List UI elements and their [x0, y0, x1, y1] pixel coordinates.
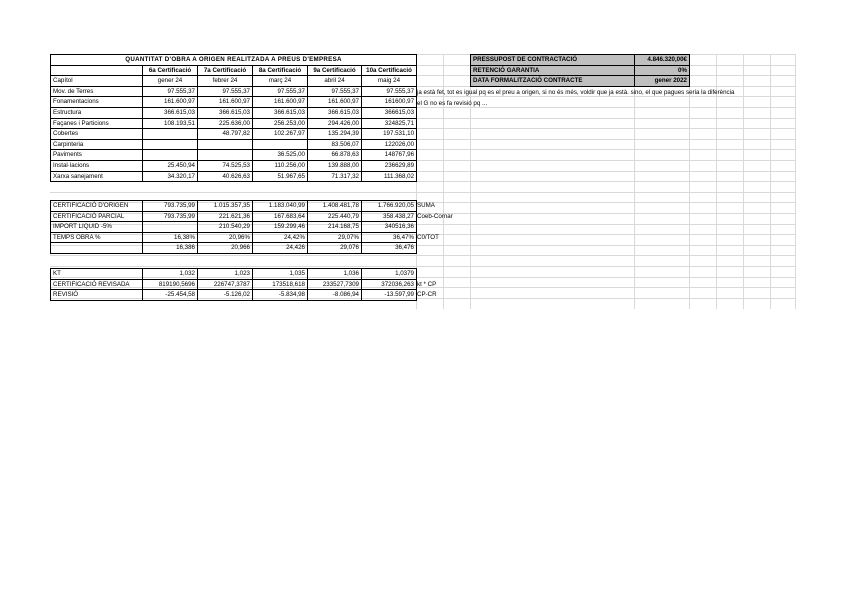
row-label: Façanes i Particions — [51, 118, 143, 129]
contract-info-row — [471, 65, 690, 76]
cell-value: 24,42% — [253, 232, 308, 243]
chapter-row — [51, 139, 417, 150]
cert-header: 10a Certificació — [362, 65, 417, 76]
cell-value: -5.834,98 — [253, 290, 308, 301]
summary-row — [51, 211, 417, 222]
cell-value: 66.878,63 — [308, 150, 362, 161]
row-label: Estructura — [51, 107, 143, 118]
cell-value: 71.317,32 — [308, 171, 362, 182]
contract-info-table — [470, 54, 690, 87]
cell-value: 97.555,37 — [362, 86, 417, 97]
contract-info-value: 4.846.320,00€ — [635, 55, 690, 66]
cell-value: 1.408.481,78 — [308, 201, 362, 212]
cell-value: 161600,97 — [362, 97, 417, 108]
cell-value: 110.256,00 — [253, 160, 308, 171]
month-header: gener 24 — [143, 76, 198, 87]
cell-value: 161.600,97 — [308, 97, 362, 108]
cert-header: 8a Certificació — [253, 65, 308, 76]
cell-value: 102.267,97 — [253, 129, 308, 140]
cell-value: 1.183.040,99 — [253, 201, 308, 212]
summary-table — [50, 200, 417, 254]
cell-value: 1,0379 — [362, 269, 417, 280]
cell-value: 819190,5696 — [143, 279, 198, 290]
cell-value: 1,023 — [198, 269, 253, 280]
row-label: Cobertes — [51, 129, 143, 140]
chapter-row — [51, 107, 417, 118]
month-header-row — [51, 76, 417, 87]
row-note: C0/TOT — [417, 233, 439, 241]
cell-value: 29,076 — [308, 243, 362, 254]
gridline — [50, 255, 795, 256]
summary-row — [51, 243, 417, 254]
chapter-label: Capítol — [51, 76, 143, 87]
cell-value: 48.797,82 — [198, 129, 253, 140]
cell-value: 210.540,29 — [198, 222, 253, 233]
cell-value: -25.454,58 — [143, 290, 198, 301]
cell-value: 793.735,99 — [143, 211, 198, 222]
cell-value: 1,035 — [253, 269, 308, 280]
cell-value: 36.525,00 — [253, 150, 308, 161]
cell-value: 20,966 — [198, 243, 253, 254]
cell-value: 1.766.920,05 — [362, 201, 417, 212]
revision-row — [51, 269, 417, 280]
cell-value: 366.615,03 — [308, 107, 362, 118]
cell-value — [198, 139, 253, 150]
row-label: CERTIFICACIÓ D'ORIGEN — [51, 201, 143, 212]
cell-value: 97.555,37 — [253, 86, 308, 97]
cell-value: 97.555,37 — [198, 86, 253, 97]
cell-value: 111.368,02 — [362, 171, 417, 182]
summary-row — [51, 232, 417, 243]
cell-value: 51.967,65 — [253, 171, 308, 182]
cell-value: -8.086,94 — [308, 290, 362, 301]
gridline — [770, 54, 771, 309]
row-note: Coeb-Cornar — [417, 212, 453, 220]
row-label: CERTIFICACIÓ REVISADA — [51, 279, 143, 290]
row-label: Fonamentacions — [51, 97, 143, 108]
cell-value — [253, 139, 308, 150]
month-header: març 24 — [253, 76, 308, 87]
summary-row — [51, 222, 417, 233]
cell-value: 36,47% — [362, 232, 417, 243]
cell-value: 34.320,17 — [143, 171, 198, 182]
row-label: Carpinteria — [51, 139, 143, 150]
quantity-table — [50, 54, 417, 182]
chapter-row — [51, 129, 417, 140]
cell-value: 24,426 — [253, 243, 308, 254]
gridline — [50, 266, 795, 267]
row-label: Mov. de Terres — [51, 86, 143, 97]
cell-value: 135.294,39 — [308, 129, 362, 140]
row-label: Xarxa sanejament — [51, 171, 143, 182]
cell-value: 197.531,10 — [362, 129, 417, 140]
revision-row — [51, 290, 417, 301]
row-label: CERTIFICACIÓ PARCIAL — [51, 211, 143, 222]
chapter-row — [51, 150, 417, 161]
row-label: KT — [51, 269, 143, 280]
cell-value: 366.615,03 — [198, 107, 253, 118]
contract-info-row — [471, 55, 690, 66]
contract-info-label: RETENCIÓ GARANTIA — [471, 65, 635, 76]
cell-value: -13.597,99 — [362, 290, 417, 301]
revision-note-2: el G no es fa revisió pq ... — [417, 100, 488, 107]
cell-value: 1.015.357,35 — [198, 201, 253, 212]
row-label: IMPORT LIQUID -5% — [51, 222, 143, 233]
gridline — [50, 192, 795, 193]
cell-value: -5.126,02 — [198, 290, 253, 301]
cell-value: 1,036 — [308, 269, 362, 280]
cell-value: 74.525,53 — [198, 160, 253, 171]
cell-value: 29,07% — [308, 232, 362, 243]
cell-value: 148767,96 — [362, 150, 417, 161]
cell-value: 214.168,75 — [308, 222, 362, 233]
cell-value: 340516,36 — [362, 222, 417, 233]
contract-info-row — [471, 76, 690, 87]
row-label: REVISIÓ — [51, 290, 143, 301]
cell-value: 173518,618 — [253, 279, 308, 290]
cell-value — [143, 139, 198, 150]
month-header: febrer 24 — [198, 76, 253, 87]
cell-value: 256.253,00 — [253, 118, 308, 129]
cell-value — [143, 150, 198, 161]
contract-info-value: 0% — [635, 65, 690, 76]
row-note: SUMA — [417, 202, 435, 209]
cell-value: 324825,71 — [362, 118, 417, 129]
cell-value: 83.506,07 — [308, 139, 362, 150]
cell-value: 167.683,64 — [253, 211, 308, 222]
chapter-row — [51, 97, 417, 108]
cell-value: 40.626,63 — [198, 171, 253, 182]
cell-value: 225.440,79 — [308, 211, 362, 222]
summary-row — [51, 201, 417, 212]
cell-value: 16,386 — [143, 243, 198, 254]
row-label: TEMPS OBRA % — [51, 232, 143, 243]
chapter-row — [51, 86, 417, 97]
month-header: abril 24 — [308, 76, 362, 87]
cell-value: 358.438,27 — [362, 211, 417, 222]
chapter-row — [51, 171, 417, 182]
gridline — [743, 54, 744, 309]
cell-value — [198, 150, 253, 161]
cell-value: 36,476 — [362, 243, 417, 254]
table-title: QUANTITAT D'OBRA A ORIGEN REALITZADA A PREUS D'EMPRESA — [51, 55, 417, 66]
chapter-row — [51, 160, 417, 171]
cell-value: 16,38% — [143, 232, 198, 243]
cell-value: 97.555,37 — [308, 86, 362, 97]
cell-value: 233527,7309 — [308, 279, 362, 290]
cell-value: 366.615,03 — [253, 107, 308, 118]
month-header: maig 24 — [362, 76, 417, 87]
row-label: Instal·lacions — [51, 160, 143, 171]
contract-info-label: DATA FORMALITZACIÓ CONTRACTE — [471, 76, 635, 87]
row-note: kt * CP — [417, 280, 437, 288]
revision-table — [50, 268, 417, 301]
cell-value — [143, 222, 198, 233]
row-label — [51, 243, 143, 254]
cert-header: 7a Certificació — [198, 65, 253, 76]
cell-value: 122026,00 — [362, 139, 417, 150]
cell-value: 25.450,94 — [143, 160, 198, 171]
cell-value: 97.555,37 — [143, 86, 198, 97]
cert-header: 6a Certificació — [143, 65, 198, 76]
chapter-row — [51, 118, 417, 129]
revision-note-1: ja està fet, tot es igual pq es el preu a origen, si no és més, voldir que ja està. sino, el que pagues seria la diferència — [417, 89, 735, 96]
cell-value: 793.735,99 — [143, 201, 198, 212]
contract-info-value: gener 2022 — [635, 76, 690, 87]
gridline — [795, 54, 796, 309]
contract-info-label: PRESSUPOST DE CONTRACTACIÓ — [471, 55, 635, 66]
cell-value: 225.636,00 — [198, 118, 253, 129]
cell-value: 221.621,36 — [198, 211, 253, 222]
cell-value: 226747,3787 — [198, 279, 253, 290]
cell-value: 372036,263 — [362, 279, 417, 290]
row-label: Paviments — [51, 150, 143, 161]
cell-value: 20,96% — [198, 232, 253, 243]
cell-value: 161.600,97 — [253, 97, 308, 108]
cell-value: 161.600,97 — [198, 97, 253, 108]
cell-value: 294.426,00 — [308, 118, 362, 129]
row-note: CP-CR — [417, 291, 437, 299]
cell-value: 108.193,51 — [143, 118, 198, 129]
cert-header: 9a Certificació — [308, 65, 362, 76]
revision-row — [51, 279, 417, 290]
cell-value: 139.888,00 — [308, 160, 362, 171]
cell-value: 366615,03 — [362, 107, 417, 118]
cell-value: 161.600,97 — [143, 97, 198, 108]
cell-value: 1,032 — [143, 269, 198, 280]
cell-value — [143, 129, 198, 140]
cert-header-row — [51, 65, 417, 76]
cell-value: 236629,89 — [362, 160, 417, 171]
cell-value: 159.299,46 — [253, 222, 308, 233]
cell-value: 366.615,03 — [143, 107, 198, 118]
